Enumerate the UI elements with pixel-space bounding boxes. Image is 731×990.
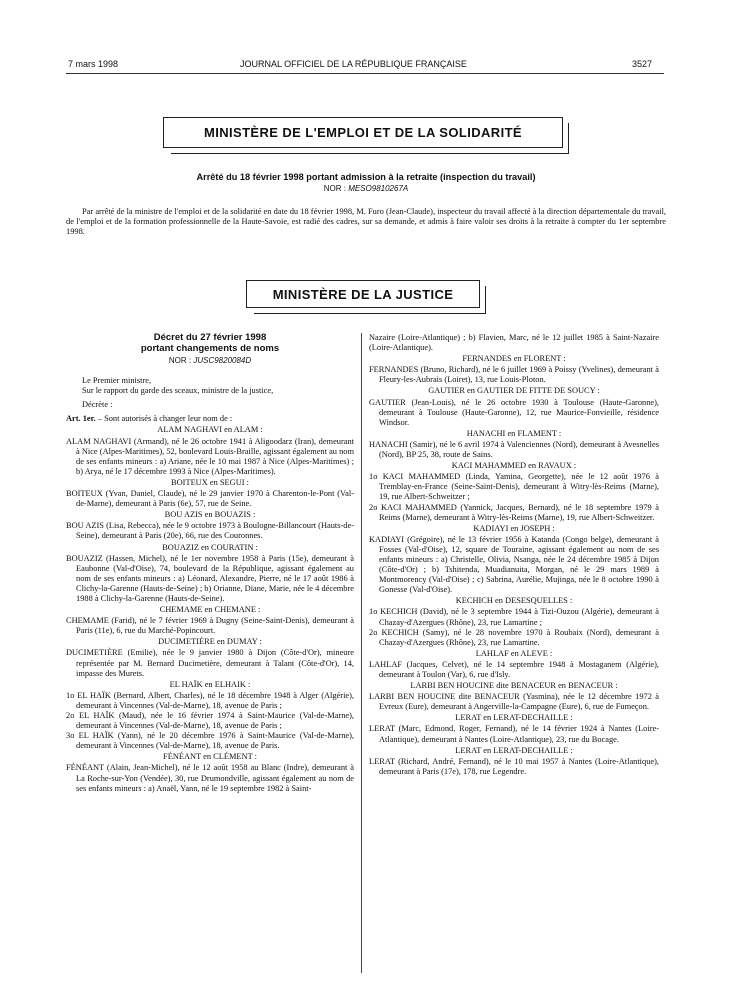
article-label: Art. 1er.	[66, 414, 96, 424]
ministry-title: MINISTÈRE DE L'EMPLOI ET DE LA SOLIDARITÉ	[203, 125, 523, 140]
name-change-entry: 2o KACI MAHAMMED (Yannick, Jacques, Bernard), né le 18 septembre 1979 à Reims (Marne), demeurant à Witry-lès-Reims (Marne), 19, rue Albert-Schweitzer.	[369, 502, 659, 522]
arrete-text: Par arrêté de la ministre de l'emploi et de la solidarité en date du 18 février 1998, M. Furo (Jean-Claude), inspecteur du travail affecté à la direction départementale du travail, de l'emploi et de la formation professionnelle de la Haute-Savoie, est radié des cadres, sur sa demande, et admis à faire valoir ses droits à la retraite à compter du 1er septembre 1998.	[66, 207, 666, 236]
name-change-entry: FERNANDES (Bruno, Richard), né le 6 juillet 1969 à Poissy (Yvelines), demeurant à Fleury-les-Aubrais (Loiret), 13, rue Louis-Ploton.	[369, 365, 659, 385]
name-change-entry: LERAT (Richard, André, Fernand), né le 10 mai 1957 à Nantes (Loire-Atlantique), demeurant à Paris (17e), 178, rue Legendre.	[369, 756, 659, 776]
name-change-entry: 2o EL HAÏK (Maud), née le 16 février 1974 à Saint-Maurice (Val-de-Marne), demeurant à Vincennes (Val-de-Marne), 18, avenue de Paris ;	[66, 711, 354, 731]
name-change-heading: FÉNÉANT en CLÉMENT :	[163, 752, 257, 762]
name-change-heading: LARBI BEN HOUCINE dite BENACEUR en BENACEUR :	[410, 681, 618, 691]
left-column	[66, 333, 354, 794]
name-change-entry: LARBI BEN HOUCINE dite BENACEUR (Yasmina), née le 12 décembre 1972 à Evreux (Eure), demeurant à Angerville-la-Campagne (Eure), 6, rue de Fumeçon.	[369, 692, 659, 712]
name-change-entry: FÉNÉANT (Alain, Jean-Michel), né le 12 août 1958 au Blanc (Indre), demeurant à La Roche-sur-Yon (Vendée), 30, rue Drumondville, agissant également au nom de ses enfants mineurs : a) Anaël, Yann, né le 19 septembre 1982 à Saint-	[66, 763, 354, 793]
decree-title: Décret du 27 février 1998	[153, 332, 267, 343]
name-change-entry: DUCIMETIÈRE (Emilie), née le 9 janvier 1980 à Dijon (Côte-d'Or), mineure représentée par M. Bernard Ducimetière, demeurant à Talant (Côte-d'Or), 14, impasse des Murets.	[66, 648, 354, 678]
nor-label: NOR :	[168, 356, 192, 365]
name-change-heading: FERNANDES en FLORENT :	[462, 354, 566, 364]
nor-line	[68, 184, 664, 193]
name-change-heading: LERAT en LERAT-DECHAILLE :	[455, 745, 573, 755]
header-rule	[66, 73, 664, 74]
name-change-heading: KECHICH en DESESQUELLES :	[455, 596, 573, 606]
name-change-entry: GAUTIER (Jean-Louis), né le 26 octobre 1930 à Toulouse (Haute-Garonne), demeurant à Toulouse (Haute-Garonne), 12, rue Maurice-Fonvieille, résidence Windsor.	[369, 397, 659, 427]
decrete-line: Décrète :	[82, 400, 113, 410]
name-change-heading: ALAM NAGHAVI en ALAM :	[157, 425, 263, 435]
ministry-box-emploi	[163, 117, 563, 148]
name-change-entry: HANACHI (Samir), né le 6 avril 1974 à Valenciennes (Nord), demeurant à Avesnelles (Nord), BP 25, 38, route de Sains.	[369, 439, 659, 460]
name-change-entry: BOITEUX (Yvan, Daniel, Claude), né le 29 janvier 1970 à Charenton-le-Pont (Val-de-Marne), demeurant à Paris (6e), 57, rue de Seine.	[66, 489, 354, 509]
name-change-entry: KADIAYI (Grégoire), né le 13 février 1956 à Katanda (Congo belge), demeurant à Fosses (Val-d'Oise), 12, square de Touraine, agissant également au nom de ses enfants mineurs : a) Christelle, Olivia, Nsanga, née le 24 décembre 1985 à Dijon (Côte-d'Or) ; b) Tshitenda, Muadianuita, Morgan, né le 29 mars 1989 à Montmorency (Val-d'Oise) ; c) Sabrina, Aurélie, Mujinga, née le 8 octobre 1990 à Gonesse (Val-d'Oise).	[369, 534, 659, 595]
ministry-box-justice	[246, 280, 480, 308]
name-change-entry: 1o KECHICH (David), né le 3 septembre 1944 à Tizi-Ouzou (Algérie), demeurant à Chazay-d'Azergues (Rhône), 23, rue Lamartine ;	[369, 607, 659, 627]
name-change-entry: LAHLAF (Jacques, Celvet), né le 14 septembre 1948 à Mostaganem (Algérie), demeurant à Toulon (Var), 6, rue d'Isly.	[369, 659, 659, 679]
name-change-heading: LERAT en LERAT-DECHAILLE :	[455, 713, 573, 723]
name-change-entry: BOUAZIZ (Hassen, Michel), né le 1er novembre 1958 à Paris (15e), demeurant à Eaubonne (Val-d'Oise), 74, boulevard de la République, agissant également au nom de ses enfants mineurs : a) Léonard, Alexandre, Pierre, né le 17 août 1986 à Clichy-la-Garenne (Hauts-de-Seine) ; b) Orianne, Diane, Marie, née le 4 décembre 1988 à Clichy-la-Garenne (Hauts-de-Seine).	[66, 553, 354, 603]
name-change-entry: 2o KECHICH (Samy), né le 28 novembre 1970 à Roubaix (Nord), demeurant à Chazay-d'Azergues (Rhône), 23, rue Lamartine.	[369, 627, 659, 647]
name-change-entry: 1o KACI MAHAMMED (Linda, Yamina, Georgette), née le 12 août 1976 à Tremblay-en-France (Seine-Saint-Denis), demeurant à Witry-lès-Reims (Marne), 19, rue Albert-Schweitzer ;	[369, 472, 659, 502]
name-change-heading: BOUAZIZ en COURATIN :	[162, 542, 258, 552]
nor-line	[66, 356, 354, 366]
name-change-heading: KADIAYI en JOSEPH :	[473, 523, 555, 533]
name-change-heading: BOU AZIS en BOUAZIS :	[164, 510, 256, 520]
nor-code: JUSC9820084D	[193, 356, 252, 365]
name-change-heading: CHEMAME en CHEMANE :	[159, 605, 261, 615]
entry-continuation: Nazaire (Loire-Atlantique) ; b) Flavien, Marc, né le 12 juillet 1985 à Saint-Nazaire (Loire-Atlantique).	[369, 333, 659, 353]
name-change-entry: BOU AZIS (Lisa, Rebecca), née le 9 octobre 1973 à Boulogne-Billancourt (Hauts-de-Seine), demeurant à Paris (20e), 66, rue des Couronnes.	[66, 521, 354, 541]
name-change-heading: LAHLAF en ALEVE :	[475, 648, 553, 658]
name-change-entry: 3o EL HAÏK (Yann), né le 20 décembre 1976 à Saint-Maurice (Val-de-Marne), demeurant à Vincennes (Val-de-Marne), 18, avenue de Paris.	[66, 731, 354, 751]
column-separator	[361, 333, 362, 973]
ministry-title: MINISTÈRE DE LA JUSTICE	[272, 286, 454, 302]
name-change-entry: LERAT (Marc, Edmond, Roger, Fernand), né le 14 février 1924 à Nantes (Loire-Atlantique), demeurant à Nantes (Loire-Atlantique), 23, rue du Bocage.	[369, 724, 659, 744]
name-change-entry: 1o EL HAÏK (Bernard, Albert, Charles), né le 18 décembre 1948 à Alger (Algérie), demeurant à Vincennes (Val-de-Marne), 18, avenue de Paris ;	[66, 690, 354, 710]
right-column	[369, 333, 659, 777]
header-page-number: 3527	[632, 59, 653, 69]
intro-line: Sur le rapport du garde des sceaux, ministre de la justice,	[82, 386, 274, 396]
name-change-heading: HANACHI en FLAMENT :	[466, 428, 562, 438]
name-change-heading: GAUTIER en GAUTIER DE FITTE DE SOUCY :	[428, 386, 600, 396]
nor-label: NOR :	[323, 184, 346, 193]
name-change-heading: EL HAÏK en ELHAIK :	[169, 679, 251, 689]
name-change-entry: CHEMAME (Farid), né le 7 février 1969 à Dugny (Seine-Saint-Denis), demeurant à Paris (11e), 6, rue du Marché-Popincourt.	[66, 616, 354, 636]
name-change-heading: DUCIMETIÈRE en DUMAY :	[158, 637, 262, 647]
header-journal-title: JOURNAL OFFICIEL DE LA RÉPUBLIQUE FRANÇAISE	[240, 59, 467, 69]
nor-code: MESO9810267A	[348, 184, 409, 193]
intro-line: Le Premier ministre,	[82, 376, 152, 386]
decree-subtitle: portant changements de noms	[140, 342, 280, 354]
name-change-list	[66, 425, 354, 793]
arrete-title: Arrêté du 18 février 1998 portant admission à la retraite (inspection du travail)	[196, 172, 536, 182]
article-text: – Sont autorisés à changer leur nom de :	[95, 414, 233, 424]
name-change-heading: KACI MAHAMMED en RAVAUX :	[451, 461, 577, 471]
header-date: 7 mars 1998	[68, 59, 119, 69]
article-1	[66, 414, 354, 424]
name-change-list	[369, 333, 659, 777]
name-change-entry: ALAM NAGHAVI (Armand), né le 26 octobre 1941 à Aligoodarz (Iran), demeurant à Nice (Alpes-Maritimes), 52, boulevard Louis-Braille, agissant également au nom de ses enfants mineurs : a) Ariane, née le 10 mai 1987 à Nice (Alpes-Maritimes) ; b) Arya, né le 17 décembre 1993 à Nice (Alpes-Maritimes).	[66, 436, 354, 476]
name-change-heading: BOITEUX en SEGUI :	[171, 477, 249, 487]
